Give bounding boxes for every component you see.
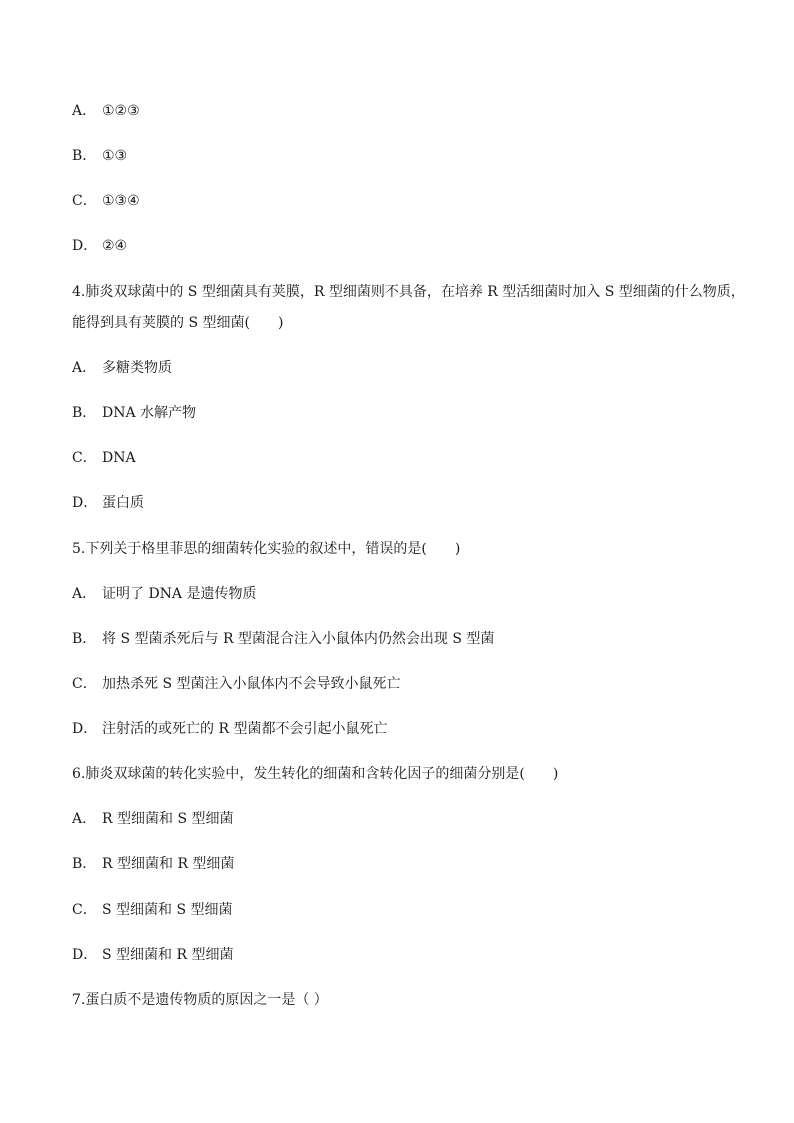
option-text: ②④	[102, 238, 128, 254]
q3-option-b	[72, 146, 127, 166]
q5-option-d	[72, 719, 387, 739]
q3-option-d	[72, 236, 127, 256]
option-text: S 型细菌和 R 型细菌	[102, 947, 234, 963]
q4-option-d	[72, 493, 144, 513]
q6-option-c	[72, 900, 233, 920]
option-text: 加热杀死 S 型菌注入小鼠体内不会导致小鼠死亡	[102, 676, 401, 692]
option-text: S 型细菌和 S 型细菌	[102, 902, 233, 918]
option-letter: C．	[72, 193, 97, 209]
option-text: R 型细菌和 R 型细菌	[102, 856, 235, 872]
option-text: R 型细菌和 S 型细菌	[102, 811, 234, 827]
q5-stem: 5.下列关于格里菲思的细菌转化实验的叙述中，错误的是( )	[72, 541, 461, 557]
q3-option-c	[72, 191, 140, 211]
q5-option-c	[72, 674, 401, 694]
option-letter: B．	[72, 631, 97, 647]
q6-option-b	[72, 854, 234, 874]
q4-stem-line1: 4.肺炎双球菌中的 S 型细菌具有荚膜，R 型细菌则不具备，在培养 R 型活细菌时加入 S 型细菌的什么物质，	[72, 284, 745, 300]
q4-stem-line2: 能得到具有荚膜的 S 型细菌( )	[72, 315, 284, 331]
q3-option-a	[72, 101, 140, 121]
q4-option-a	[72, 358, 172, 378]
option-text: DNA	[102, 450, 136, 466]
option-text: DNA 水解产物	[102, 405, 197, 421]
option-letter: D．	[72, 238, 98, 254]
option-letter: C．	[72, 676, 97, 692]
option-text: ①③④	[102, 193, 140, 209]
option-letter: A．	[72, 360, 97, 376]
option-letter: A．	[72, 811, 97, 827]
option-text: ①②③	[102, 103, 140, 119]
q6-stem: 6.肺炎双球菌的转化实验中，发生转化的细菌和含转化因子的细菌分别是( )	[72, 766, 559, 782]
option-letter: D．	[72, 495, 98, 511]
option-letter: B．	[72, 405, 97, 421]
option-text: 将 S 型菌杀死后与 R 型菌混合注入小鼠体内仍然会出现 S 型菌	[102, 631, 495, 647]
option-letter: B．	[72, 148, 97, 164]
option-letter: C．	[72, 902, 97, 918]
q4-option-c	[72, 448, 136, 468]
q6-option-d	[72, 945, 233, 965]
q7-stem: 7.蛋白质不是遗传物质的原因之一是（ ）	[72, 992, 328, 1008]
option-text: 注射活的或死亡的 R 型菌都不会引起小鼠死亡	[102, 721, 388, 737]
option-letter: C．	[72, 450, 97, 466]
q5-option-b	[72, 629, 494, 649]
option-text: 蛋白质	[102, 495, 144, 511]
q5-option-a	[72, 584, 257, 604]
option-letter: D．	[72, 721, 98, 737]
option-letter: D．	[72, 947, 98, 963]
option-text: ①③	[102, 148, 128, 164]
option-text: 多糖类物质	[102, 360, 172, 376]
option-letter: A．	[72, 103, 97, 119]
q4-option-b	[72, 403, 196, 423]
option-letter: B．	[72, 856, 97, 872]
option-letter: A．	[72, 586, 97, 602]
option-text: 证明了 DNA 是遗传物质	[102, 586, 257, 602]
q6-option-a	[72, 809, 233, 829]
